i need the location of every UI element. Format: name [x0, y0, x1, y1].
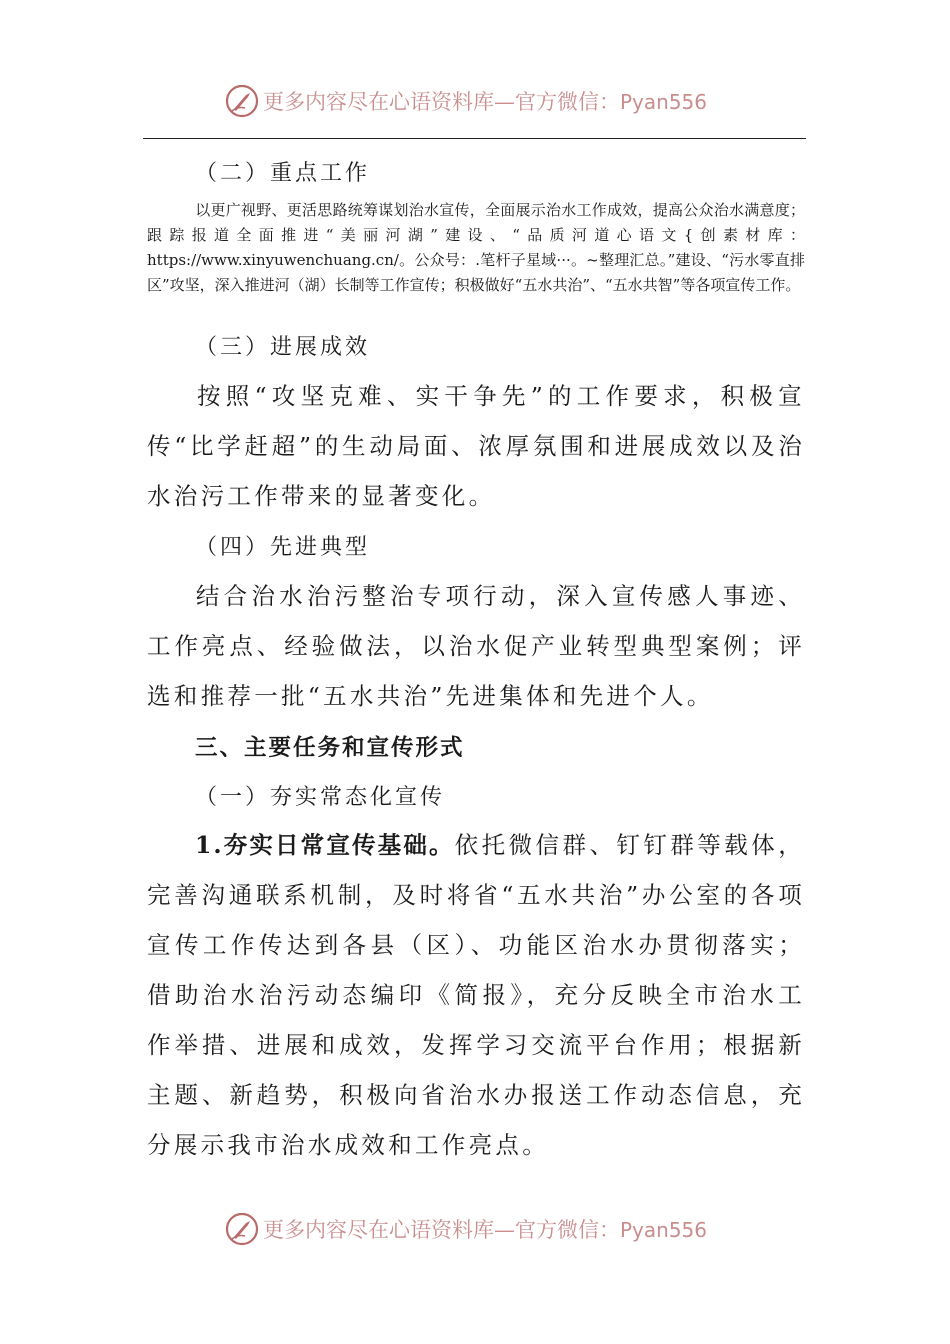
section-paragraph-2: 以更广视野、更活思路统筹谋划治水宣传，全面展示治水工作成效，提高公众治水满意度；跟踪报道全面推进“美丽河湖”建设、“品质河道心语文{创素材库：https://www.xinyuwenchuang.cn/。公众号：.笔杆子星域···。~整理汇总。”建设、“污水零直排区”攻坚，深入推进河（湖）长制等工作宣传；积极做好“五水共治”、“五水共智”等各项宣传工作。 — [147, 201, 805, 294]
section-heading-4: （四）先进典型 — [195, 535, 371, 560]
section-paragraph-3: 按照“攻坚克难、实干争先”的工作要求，积极宣传“比学赶超”的生动局面、浓厚氛围和进展成效以及治水治污工作带来的显著变化。 — [147, 382, 805, 510]
sub-heading-1: （一）夯实常态化宣传 — [195, 785, 446, 810]
section-heading-3: （三）进展成效 — [195, 335, 371, 360]
footer-banner — [225, 1212, 707, 1246]
banner-text: 更多内容尽在心语资料库—官方微信：Pyan556 — [263, 1218, 708, 1242]
pen-nib-logo-icon — [225, 84, 259, 118]
header-banner — [225, 84, 707, 118]
header-rule — [143, 138, 806, 139]
item-1-body: 依托微信群、钉钉群等载体，完善沟通联系机制，及时将省“五水共治”办公室的各项宣传工作传达到各县（区）、功能区治水办贯彻落实；借助治水治污动态编印《简报》，充分反映全市治水工作举措、进展和成效，发挥学习交流平台作用；根据新主题、新趋势，积极向省治水办报送工作动态信息，充分展示我市治水成效和工作亮点。 — [147, 831, 805, 1159]
section-heading-2: （二）重点工作 — [195, 161, 371, 186]
part-heading-3: 三、主要任务和宣传形式 — [195, 735, 465, 761]
item-1-lead: 1.夯实日常宣传基础。 — [195, 831, 455, 859]
wechat-id: Pyan556 — [620, 90, 708, 114]
wechat-id: Pyan556 — [620, 1218, 708, 1242]
pen-nib-logo-icon — [225, 1212, 259, 1246]
item-1-paragraph — [147, 820, 805, 1170]
banner-text: 更多内容尽在心语资料库—官方微信：Pyan556 — [263, 90, 708, 114]
section-paragraph-4: 结合治水治污整治专项行动，深入宣传感人事迹、工作亮点、经验做法，以治水促产业转型典型案例；评选和推荐一批“五水共治”先进集体和先进个人。 — [147, 582, 805, 710]
